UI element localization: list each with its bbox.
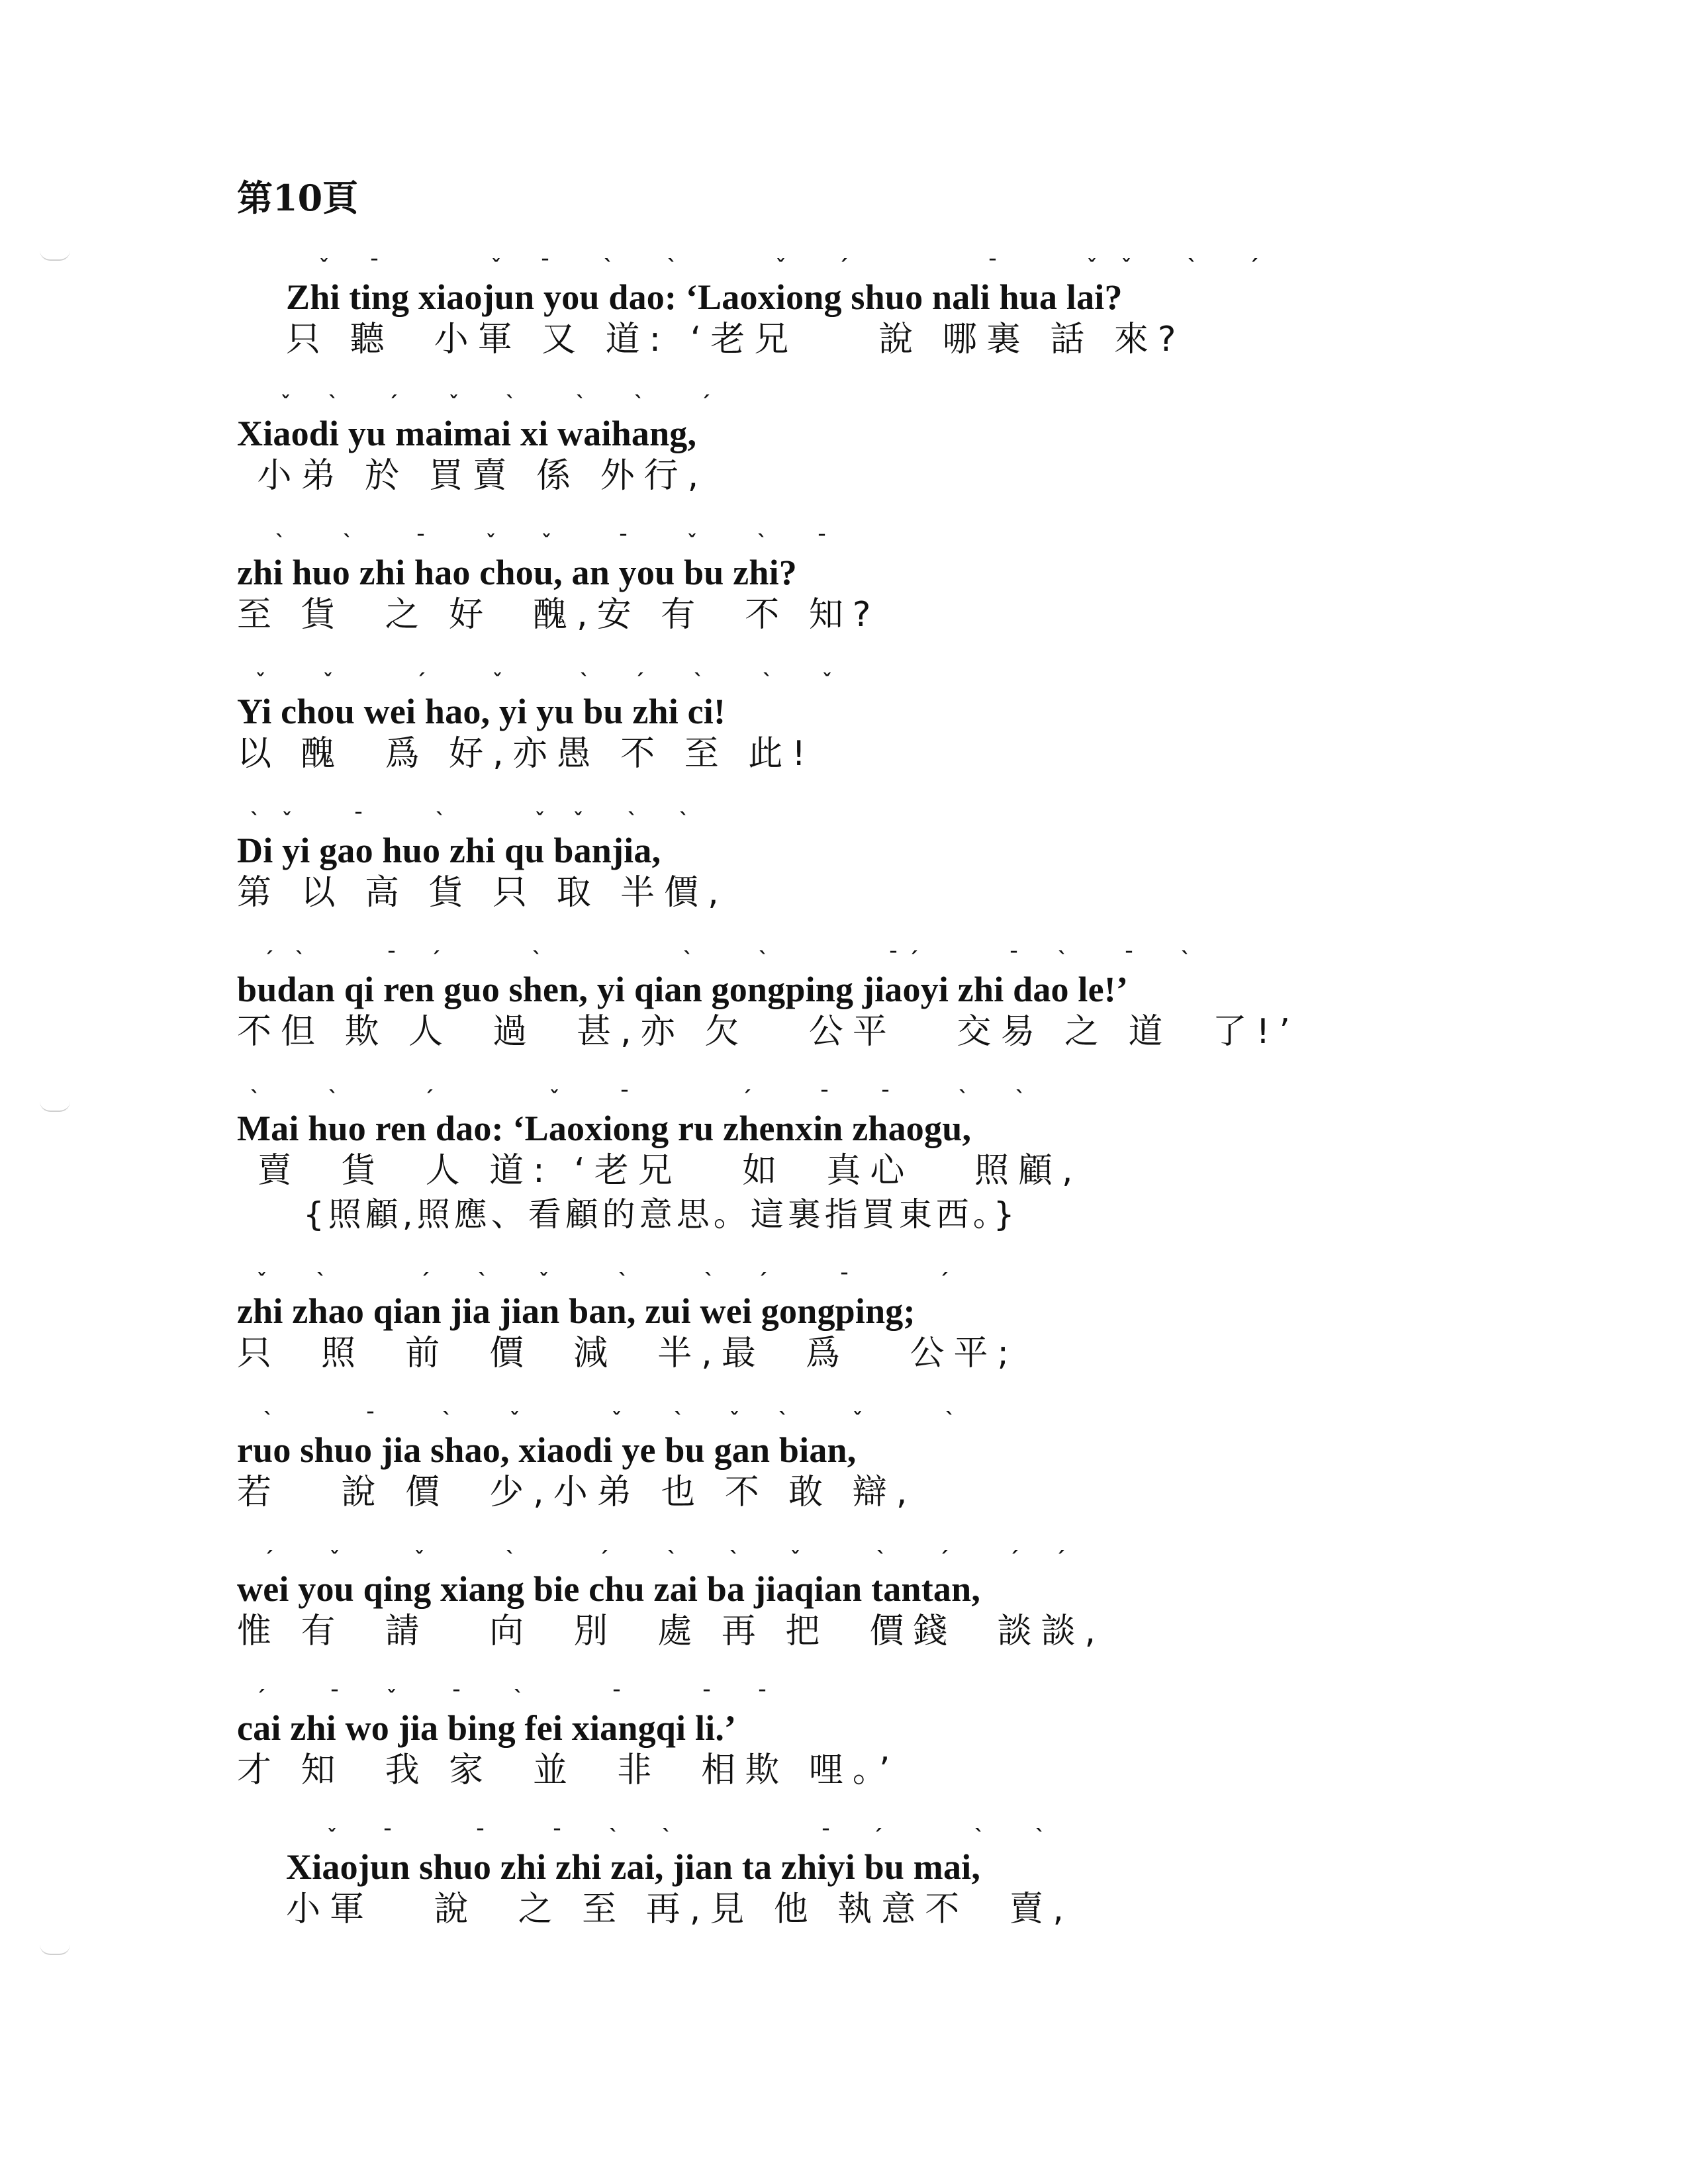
tone-mark-icon: ˇ bbox=[257, 1270, 267, 1293]
annotation-note: {照顧,照應、看顧的意思。這裏指買東西。} bbox=[303, 1195, 1019, 1234]
pinyin-line: Mai huo ren dao: ‘Laoxiong ru zhenxin zhaogu, bbox=[237, 1109, 972, 1148]
tone-mark-icon: ˋ bbox=[662, 1826, 672, 1849]
tone-mark-icon: ˇ bbox=[1087, 256, 1097, 279]
tone-mark-icon: ˋ bbox=[679, 809, 689, 833]
tone-mark-icon: ˊ bbox=[741, 1087, 751, 1111]
tone-mark-row bbox=[237, 1409, 1468, 1432]
tone-mark-row bbox=[286, 256, 1517, 279]
tone-mark-icon: ¯ bbox=[702, 1687, 712, 1710]
tone-mark-icon: ˊ bbox=[388, 392, 398, 416]
pinyin-line: Di yi gao huo zhi qu banjia, bbox=[237, 831, 661, 870]
verse-line bbox=[237, 1548, 1468, 1653]
tone-mark-icon: ˇ bbox=[790, 1548, 800, 1571]
tone-mark-icon: ¯ bbox=[1124, 948, 1134, 972]
tone-mark-icon: ˊ bbox=[424, 1087, 434, 1111]
tone-mark-icon: ˇ bbox=[282, 809, 292, 833]
tone-mark-icon: ˋ bbox=[263, 1409, 273, 1432]
tone-mark-icon: ˋ bbox=[478, 1270, 488, 1293]
pinyin-line: budan qi ren guo shen, yi qian gongping jiaoyi zhi dao le!’ bbox=[237, 970, 1129, 1009]
tone-mark-icon: ˋ bbox=[328, 392, 338, 416]
tone-mark-icon: ˊ bbox=[939, 1270, 949, 1293]
tone-mark-icon: ˇ bbox=[449, 392, 459, 416]
tone-mark-icon: ˋ bbox=[674, 1409, 684, 1432]
tone-mark-icon: ˇ bbox=[687, 531, 697, 555]
tone-mark-icon: ˊ bbox=[634, 670, 644, 694]
tone-mark-icon: ˇ bbox=[541, 531, 551, 555]
hanzi-line: 以 醜 爲 好,亦愚 不 至 此! bbox=[237, 734, 816, 774]
tone-mark-icon: ˋ bbox=[763, 670, 773, 694]
tone-mark-icon: ˇ bbox=[539, 1270, 549, 1293]
tone-mark-icon: ˇ bbox=[822, 670, 832, 694]
tone-mark-icon: ˋ bbox=[1015, 1087, 1025, 1111]
pinyin-line: zhi zhao qian jia jian ban, zui wei gongping; bbox=[237, 1291, 915, 1331]
tone-mark-icon: ˇ bbox=[492, 670, 502, 694]
tone-mark-icon: ˋ bbox=[250, 1087, 260, 1111]
tone-mark-icon: ˇ bbox=[535, 809, 545, 833]
tone-mark-icon: ˇ bbox=[729, 1409, 739, 1432]
tone-mark-icon: ¯ bbox=[416, 531, 426, 555]
tone-mark-icon: ˋ bbox=[694, 670, 704, 694]
pinyin-line: Xiaodi yu maimai xi waihang, bbox=[237, 414, 697, 453]
pinyin-line: Yi chou wei hao, yi yu bu zhi ci! bbox=[237, 692, 726, 731]
tone-mark-row bbox=[237, 1687, 1468, 1710]
tone-mark-icon: ˊ bbox=[1248, 256, 1258, 279]
tone-mark-icon: ¯ bbox=[330, 1687, 340, 1710]
tone-mark-icon: ¯ bbox=[383, 1826, 393, 1849]
tone-mark-icon: ¯ bbox=[540, 256, 550, 279]
tone-mark-icon: ˋ bbox=[1188, 256, 1197, 279]
tone-mark-icon: ˋ bbox=[609, 1826, 619, 1849]
tone-mark-icon: ˇ bbox=[281, 392, 291, 416]
tone-mark-icon: ˇ bbox=[319, 256, 329, 279]
tone-mark-icon: ˋ bbox=[275, 531, 285, 555]
hanzi-line: 惟 有 請 向 別 處 再 把 價錢 談談, bbox=[237, 1612, 1105, 1651]
tone-mark-icon: ¯ bbox=[1009, 948, 1019, 972]
tone-mark-icon: ¯ bbox=[353, 809, 363, 833]
hanzi-line: 只 照 前 價 減 半,最 爲 公平; bbox=[237, 1334, 1018, 1373]
verse-line bbox=[237, 392, 1468, 498]
verse-line bbox=[237, 809, 1468, 915]
pinyin-line: cai zhi wo jia bing fei xiangqi li.’ bbox=[237, 1708, 737, 1748]
tone-mark-icon: ˇ bbox=[612, 1409, 622, 1432]
tone-mark-icon: ˇ bbox=[327, 1826, 337, 1849]
tone-mark-icon: ˇ bbox=[330, 1548, 340, 1571]
tone-mark-icon: ˋ bbox=[514, 1687, 524, 1710]
binder-hole-mark bbox=[40, 250, 70, 261]
tone-mark-icon: ˋ bbox=[436, 809, 445, 833]
tone-mark-icon: ˋ bbox=[576, 392, 586, 416]
tone-mark-icon: ¯ bbox=[888, 948, 898, 972]
tone-mark-icon: ˋ bbox=[1035, 1826, 1045, 1849]
tone-mark-icon: ˋ bbox=[250, 809, 260, 833]
tone-mark-icon: ˊ bbox=[908, 948, 918, 972]
tone-mark-row bbox=[237, 1548, 1468, 1571]
tone-mark-icon: ˇ bbox=[387, 1687, 397, 1710]
tone-mark-icon: ˋ bbox=[759, 948, 769, 972]
binder-hole-mark bbox=[40, 1944, 70, 1955]
tone-mark-row bbox=[286, 1826, 1517, 1849]
tone-mark-icon: ˋ bbox=[876, 1548, 886, 1571]
tone-mark-icon: ¯ bbox=[365, 1409, 375, 1432]
tone-mark-icon: ˊ bbox=[598, 1548, 608, 1571]
verse-line bbox=[237, 1687, 1468, 1792]
tone-mark-icon: ˋ bbox=[506, 392, 516, 416]
tone-mark-icon: ˋ bbox=[945, 1409, 955, 1432]
tone-mark-icon: ˇ bbox=[853, 1409, 863, 1432]
tone-mark-row bbox=[237, 531, 1468, 555]
tone-mark-row bbox=[237, 392, 1468, 416]
tone-mark-row bbox=[237, 1087, 1468, 1111]
tone-mark-icon: ¯ bbox=[820, 1087, 829, 1111]
tone-mark-icon: ˋ bbox=[667, 1548, 677, 1571]
hanzi-line: 不但 欺 人 過 甚,亦 欠 公平 交易 之 道 了!’ bbox=[237, 1012, 1299, 1052]
hanzi-line: 才 知 我 家 並 非 相欺 哩。’ bbox=[237, 1751, 900, 1790]
tone-mark-icon: ˇ bbox=[491, 256, 501, 279]
tone-mark-icon: ˊ bbox=[256, 1687, 265, 1710]
tone-mark-icon: ¯ bbox=[612, 1687, 622, 1710]
tone-mark-icon: ¯ bbox=[387, 948, 397, 972]
tone-mark-icon: ˇ bbox=[1121, 256, 1131, 279]
pinyin-line: zhi huo zhi hao chou, an you bu zhi? bbox=[237, 553, 797, 592]
tone-mark-icon: ˇ bbox=[776, 256, 786, 279]
tone-mark-icon: ˇ bbox=[573, 809, 583, 833]
tone-mark-icon: ¯ bbox=[988, 256, 998, 279]
tone-mark-icon: ¯ bbox=[821, 1826, 831, 1849]
tone-mark-icon: ˊ bbox=[1055, 1548, 1065, 1571]
verse-line bbox=[237, 1270, 1468, 1375]
tone-mark-icon: ¯ bbox=[880, 1087, 890, 1111]
hanzi-line: 第 以 高 貨 只 取 半價, bbox=[237, 873, 728, 913]
verse-line bbox=[237, 948, 1468, 1054]
verse-line bbox=[286, 1826, 1517, 1931]
pinyin-line: ruo shuo jia shao, xiaodi ye bu gan bian, bbox=[237, 1430, 857, 1470]
tone-mark-icon: ˋ bbox=[604, 256, 614, 279]
tone-mark-icon: ˇ bbox=[414, 1548, 424, 1571]
hanzi-line: 賣 貨 人 道: ‘老兄 如 真心 照顧, bbox=[237, 1151, 1082, 1191]
tone-mark-icon: ˋ bbox=[1181, 948, 1191, 972]
tone-mark-icon: ˋ bbox=[757, 531, 767, 555]
tone-mark-icon: ˊ bbox=[430, 948, 440, 972]
tone-mark-icon: ¯ bbox=[475, 1826, 485, 1849]
tone-mark-icon: ˊ bbox=[757, 1270, 767, 1293]
tone-mark-icon: ˋ bbox=[729, 1548, 739, 1571]
tone-mark-icon: ˋ bbox=[532, 948, 542, 972]
binder-hole-mark bbox=[40, 1101, 70, 1112]
hanzi-line: 只 聽 小軍 又 道: ‘老兄 說 哪裏 話 來? bbox=[286, 320, 1186, 359]
tone-mark-icon: ˋ bbox=[634, 392, 644, 416]
tone-mark-icon: ˋ bbox=[295, 948, 305, 972]
page-number: 第10頁 bbox=[237, 177, 359, 219]
tone-mark-icon: ˋ bbox=[580, 670, 590, 694]
tone-mark-icon: ˋ bbox=[683, 948, 693, 972]
tone-mark-icon: ˋ bbox=[959, 1087, 968, 1111]
verse-line bbox=[237, 1087, 1468, 1236]
pinyin-line: Xiaojun shuo zhi zhi zai, jian ta zhiyi bu mai, bbox=[286, 1847, 981, 1887]
tone-mark-icon: ¯ bbox=[451, 1687, 461, 1710]
tone-mark-icon: ¯ bbox=[839, 1270, 849, 1293]
tone-mark-icon: ˇ bbox=[486, 531, 496, 555]
tone-mark-icon: ˋ bbox=[778, 1409, 788, 1432]
tone-mark-icon: ˋ bbox=[328, 1087, 338, 1111]
tone-mark-icon: ˋ bbox=[628, 809, 637, 833]
tone-mark-row bbox=[237, 948, 1468, 972]
tone-mark-icon: ˊ bbox=[1009, 1548, 1019, 1571]
tone-mark-icon: ˋ bbox=[506, 1548, 516, 1571]
tone-mark-icon: ˇ bbox=[323, 670, 333, 694]
verse-line bbox=[286, 256, 1517, 361]
tone-mark-icon: ˇ bbox=[549, 1087, 559, 1111]
tone-mark-icon: ˊ bbox=[420, 1270, 430, 1293]
tone-mark-icon: ˊ bbox=[700, 392, 710, 416]
pinyin-line: Zhi ting xiaojun you dao: ‘Laoxiong shuo nali hua lai? bbox=[286, 277, 1123, 317]
tone-mark-icon: ˇ bbox=[510, 1409, 520, 1432]
tone-mark-icon: ¯ bbox=[369, 256, 379, 279]
pinyin-line: wei you qing xiang bie chu zai ba jiaqian tantan, bbox=[237, 1569, 981, 1609]
tone-mark-icon: ¯ bbox=[757, 1687, 767, 1710]
tone-mark-icon: ˋ bbox=[316, 1270, 326, 1293]
verse-line bbox=[237, 670, 1468, 776]
tone-mark-icon: ˋ bbox=[1058, 948, 1068, 972]
tone-mark-icon: ˋ bbox=[343, 531, 353, 555]
tone-mark-icon: ˊ bbox=[263, 948, 273, 972]
verse-line bbox=[237, 1409, 1468, 1514]
tone-mark-icon: ˋ bbox=[618, 1270, 628, 1293]
tone-mark-row bbox=[237, 1270, 1468, 1293]
tone-mark-icon: ˊ bbox=[263, 1548, 273, 1571]
hanzi-line: 小軍 說 之 至 再,見 他 執意不 賣, bbox=[286, 1889, 1073, 1929]
hanzi-line: 小弟 於 買賣 係 外行, bbox=[237, 456, 708, 496]
tone-mark-icon: ˊ bbox=[939, 1548, 949, 1571]
tone-mark-icon: ˇ bbox=[256, 670, 265, 694]
tone-mark-icon: ¯ bbox=[552, 1826, 562, 1849]
hanzi-line: 若 說 價 少,小弟 也 不 敢 辯, bbox=[237, 1473, 917, 1512]
hanzi-line: 至 貨 之 好 醜,安 有 不 知? bbox=[237, 595, 880, 635]
tone-mark-row bbox=[237, 809, 1468, 833]
tone-mark-icon: ¯ bbox=[620, 1087, 630, 1111]
verse-line bbox=[237, 531, 1468, 637]
tone-mark-icon: ˋ bbox=[442, 1409, 452, 1432]
tone-mark-icon: ˊ bbox=[416, 670, 426, 694]
tone-mark-icon: ¯ bbox=[817, 531, 827, 555]
tone-mark-icon: ˊ bbox=[838, 256, 848, 279]
tone-mark-icon: ¯ bbox=[618, 531, 628, 555]
tone-mark-icon: ˋ bbox=[704, 1270, 714, 1293]
tone-mark-icon: ˋ bbox=[974, 1826, 984, 1849]
tone-mark-icon: ˋ bbox=[667, 256, 677, 279]
tone-mark-icon: ˊ bbox=[872, 1826, 882, 1849]
tone-mark-row bbox=[237, 670, 1468, 694]
